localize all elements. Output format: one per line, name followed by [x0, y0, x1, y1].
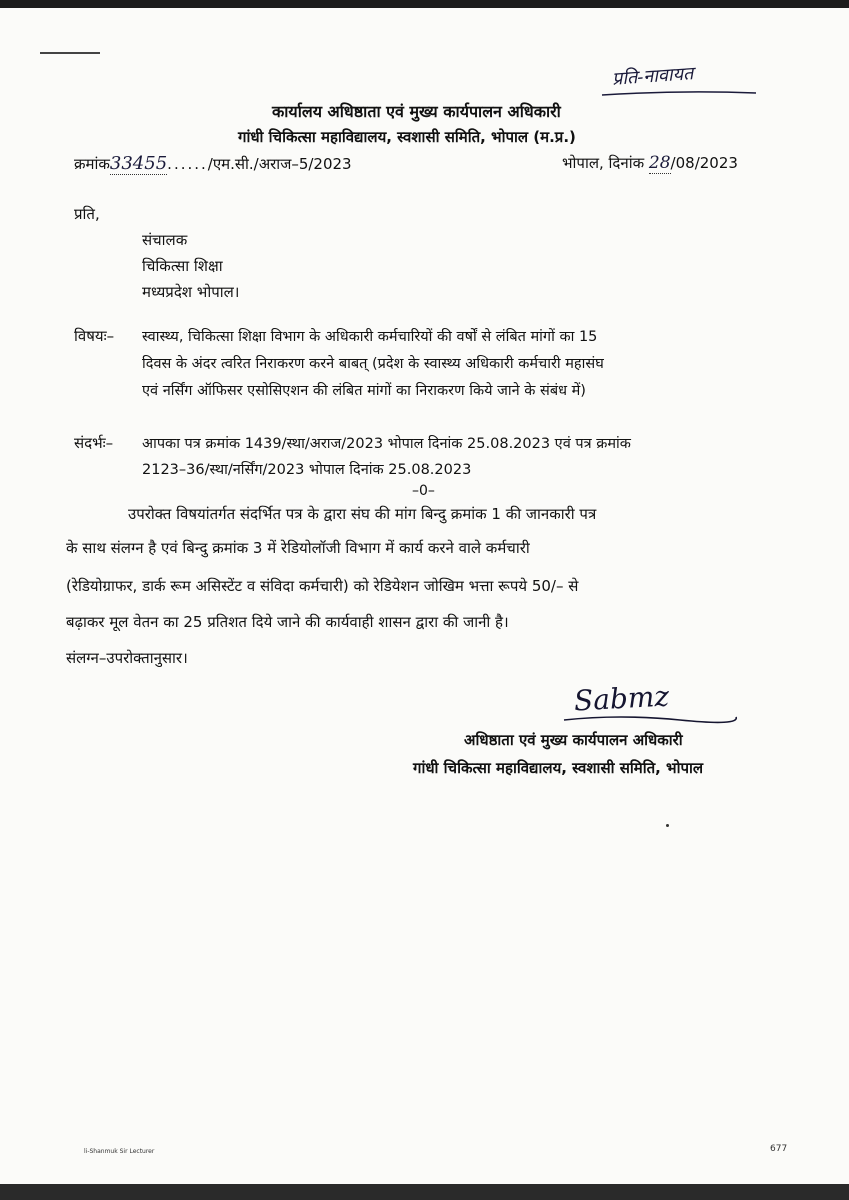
- signature-flourish: [560, 712, 740, 726]
- enclosure-note: संलग्न–उपरोक्तानुसार।: [66, 649, 188, 667]
- separator: –0–: [412, 483, 435, 499]
- subject-line3: एवं नर्सिंग ऑफिसर एसोसिएशन की लंबित मांगों का निराकरण किये जाने के संबंध में): [142, 383, 586, 399]
- pen-mark: [40, 52, 100, 54]
- reference-number: 33455: [109, 153, 168, 174]
- subject-line2: दिवस के अंदर त्वरित निराकरण करने बाबत् (प्रदेश के स्वास्थ्य अधिकारी कर्मचारी महासंघ: [142, 356, 604, 372]
- reference-line: क्रमांक33455....../एम.सी./अराज–5/2023: [74, 153, 352, 174]
- signatory-institution: गांधी चिकित्सा महाविद्यालय, स्वशासी समिति, भोपाल: [413, 759, 704, 777]
- specks: [666, 824, 669, 827]
- office-title: कार्यालय अधिष्ठाता एवं मुख्य कार्यपालन अधिकारी: [272, 102, 561, 121]
- body-line4: बढ़ाकर मूल वेतन का 25 प्रतिशत दिये जाने की कार्यवाही शासन द्वारा की जानी है।: [66, 613, 509, 631]
- reference-line1: आपका पत्र क्रमांक 1439/स्था/अराज/2023 भोपाल दिनांक 25.08.2023 एवं पत्र क्रमांक: [142, 436, 631, 452]
- signature-text: Sabmz: [573, 679, 670, 718]
- subject-label: विषयः–: [74, 327, 115, 345]
- note-underline: [600, 90, 760, 98]
- recipient-line2: चिकित्सा शिक्षा: [142, 257, 223, 275]
- body-line2: के साथ संलग्न है एवं बिन्दु क्रमांक 3 में रेडियोलॉजी विभाग में कार्य करने वाले कर्मचारी: [66, 539, 530, 557]
- reference-prefix: क्रमांक: [74, 155, 110, 173]
- reference-label: संदर्भः–: [74, 434, 114, 452]
- office-address: गांधी चिकित्सा महाविद्यालय, स्वशासी समिति, भोपाल (म.प्र.): [238, 128, 576, 146]
- body-line3: (रेडियोग्राफर, डार्क रूम असिस्टेंट व संविदा कर्मचारी) को रेडियेशन जोखिम भत्ता रूपये 50/– से: [66, 577, 579, 595]
- handwritten-note: प्रति-नावायत: [611, 63, 694, 90]
- date-prefix: भोपाल, दिनांक: [562, 154, 645, 172]
- page-number: 677: [770, 1144, 788, 1154]
- date-rest: /08/2023: [670, 154, 738, 172]
- scanner-watermark: li-Shanmuk Sir Lecturer: [84, 1148, 155, 1155]
- body-line1: उपरोक्त विषयांतर्गत संदर्भित पत्र के द्वारा संघ की मांग बिन्दु क्रमांक 1 की जानकारी पत्र: [128, 505, 597, 523]
- to-label: प्रति,: [74, 205, 100, 223]
- recipient-line1: संचालक: [142, 231, 188, 249]
- scan-top-edge: [0, 0, 849, 8]
- letter-page: [0, 8, 849, 1184]
- date-day: 28: [648, 153, 671, 173]
- reference-line2: 2123–36/स्था/नर्सिंग/2023 भोपाल दिनांक 25.08.2023: [142, 462, 472, 478]
- date-line: [562, 153, 738, 173]
- scan-bottom-edge: [0, 1184, 849, 1200]
- subject-line1: स्वास्थ्य, चिकित्सा शिक्षा विभाग के अधिकारी कर्मचारियों की वर्षों से लंबित मांगों का 15: [142, 329, 598, 345]
- signatory-designation: अधिष्ठाता एवं मुख्य कार्यपालन अधिकारी: [464, 731, 683, 749]
- recipient-line3: मध्यप्रदेश भोपाल।: [142, 283, 240, 301]
- reference-suffix: /एम.सी./अराज–5/2023: [207, 155, 352, 173]
